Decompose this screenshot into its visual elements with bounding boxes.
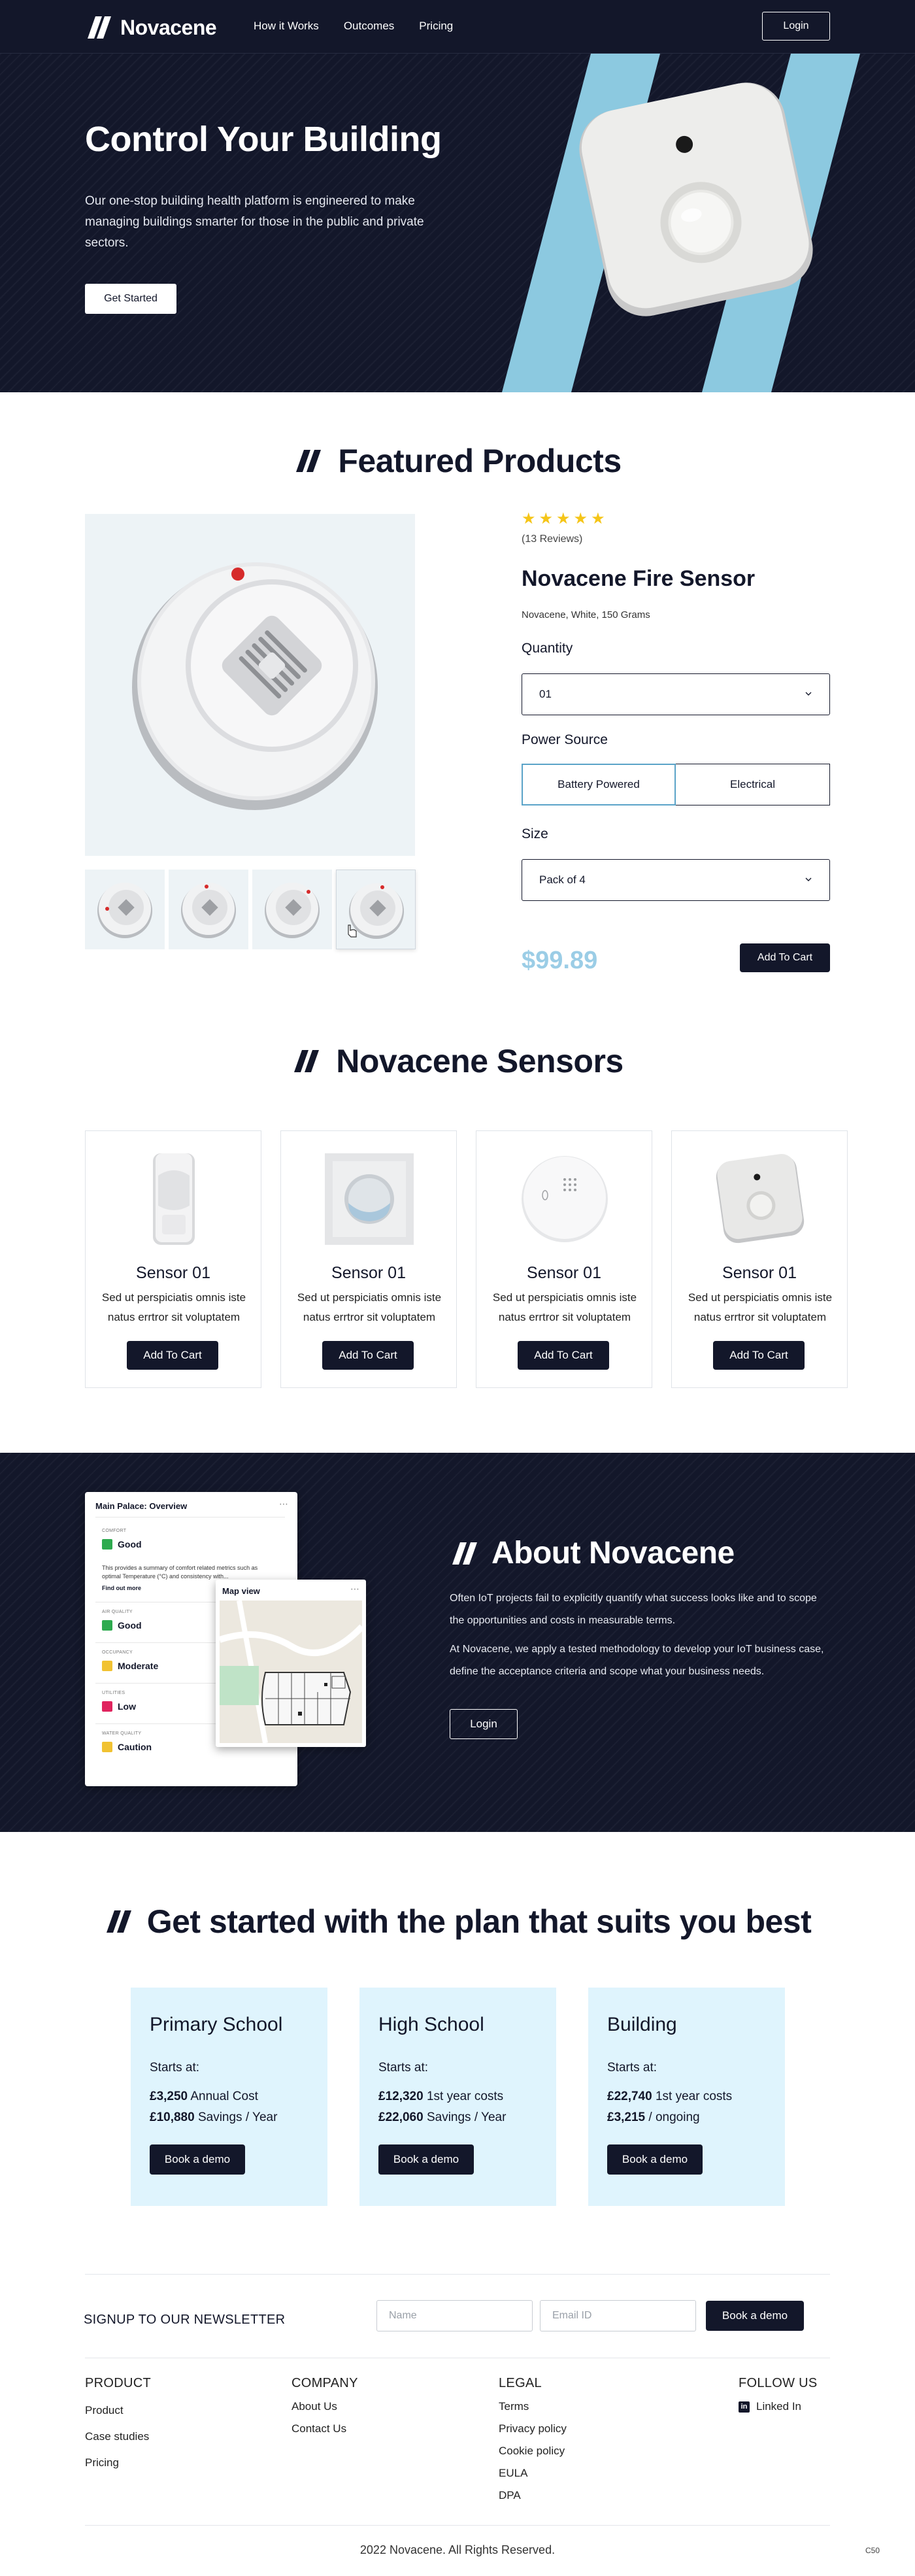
plan-cost-amount: £3,250 [150,2090,188,2103]
metric-value: Moderate [118,1661,159,1671]
sensor-title: Sensor 01 [527,1264,601,1282]
product-name: Novacene Fire Sensor [522,566,756,591]
product-thumbnail-3[interactable] [252,870,332,949]
size-value: Pack of 4 [539,873,586,886]
sensor-card [85,1130,261,1388]
plan-name: Primary School [150,2014,283,2035]
nav-link-outcomes[interactable]: Outcomes [343,20,395,32]
footer-heading-product: PRODUCT [85,2376,151,2390]
sensors-heading [0,1042,915,1080]
sensor-card [280,1130,457,1388]
sensor-description: Sed ut perspiciatis omnis iste natus errtror sit voluptatem [688,1291,833,1323]
plan-card-primary-school [131,1988,327,2206]
plan-savings-text: Savings / Year [194,2110,278,2124]
footer-link-privacy-policy[interactable]: Privacy policy [499,2422,567,2435]
product-meta: Novacene, White, 150 Grams [522,609,650,620]
plan-savings-amount: £22,060 [378,2110,424,2124]
star-icon: ★ [539,510,554,528]
sensor-title: Sensor 01 [331,1264,406,1282]
plans-title: Get started with the plan that suits you best [146,1903,812,1940]
product-thumbnail-2[interactable] [169,870,248,949]
fire-sensor-image [85,514,415,856]
novacene-mark-icon [104,1910,135,1933]
about-paragraph-1: Often IoT projects fail to explicitly quantify what success looks like and to scope the opportunities and costs in measurable terms. [450,1593,817,1626]
size-select[interactable] [522,859,830,901]
footer-link-linkedin[interactable] [739,2400,818,2413]
newsletter-book-demo-button[interactable]: Book a demo [706,2301,804,2331]
power-source-options [522,764,830,805]
dashboard-title: Main Palace: Overview [95,1501,188,1511]
book-demo-button[interactable]: Book a demo [607,2144,703,2175]
ceiling-presence-sensor-icon [324,1149,415,1247]
building-floorplan-map[interactable] [220,1601,362,1743]
metric-utilities[interactable] [102,1701,136,1712]
sensor-add-to-cart-button[interactable]: Add To Cart [713,1341,805,1370]
footer-link-contact-us[interactable]: Contact Us [291,2422,347,2435]
linkedin-label: Linked In [756,2400,801,2413]
chevron-down-icon [805,690,812,698]
about-title: About Novacene [491,1536,735,1570]
sensor-description: Sed ut perspiciatis omnis iste natus errtror sit voluptatem [297,1291,442,1323]
footer-divider [85,2274,830,2275]
footer-col-legal [499,2376,567,2502]
plan-savings-text: / ongoing [645,2110,700,2124]
round-smoke-sensor-icon [519,1149,610,1247]
footer-col-company [291,2376,358,2435]
status-check-icon [102,1539,112,1550]
plan-cost-text: Annual Cost [188,2090,258,2103]
plan-cost-text: 1st year costs [652,2090,733,2103]
nav-links [254,20,453,33]
footer-divider [85,2525,830,2526]
plan-savings-amount: £10,880 [150,2110,195,2124]
footer-link-eula[interactable]: EULA [499,2467,528,2479]
brand-name: Novacene [120,15,217,39]
more-options-icon[interactable]: ⋯ [279,1499,288,1509]
find-out-more-link[interactable]: Find out more [102,1585,141,1591]
metric-label: AIR QUALITY [102,1610,133,1614]
footer-link-case-studies[interactable]: Case studies [85,2430,150,2443]
plan-cost-line [150,2090,258,2104]
sensor-description: Sed ut perspiciatis omnis iste natus errtror sit voluptatem [492,1291,637,1323]
footer-heading-follow: FOLLOW US [739,2376,818,2390]
fire-sensor-thumb-icon [337,870,416,950]
add-to-cart-button[interactable]: Add To Cart [740,943,830,972]
plan-card-building [588,1988,785,2206]
novacene-mark-icon [291,1050,323,1072]
book-demo-button[interactable]: Book a demo [378,2144,474,2175]
star-icon: ★ [573,510,588,528]
about-login-button[interactable]: Login [450,1709,518,1739]
plan-name: Building [607,2014,677,2035]
sensor-card [671,1130,848,1388]
status-warning-icon [102,1661,112,1671]
about-paragraph-2: At Novacene, we apply a tested methodology to develop your IoT business case, define the acceptance criteria and scope what your business needs. [450,1644,824,1677]
top-nav [0,0,915,54]
plan-savings-amount: £3,215 [607,2110,646,2124]
footer-heading-legal: LEGAL [499,2376,542,2390]
plan-cost-amount: £12,320 [378,2090,424,2103]
plan-card-high-school [359,1988,556,2206]
status-check-icon [102,1620,112,1631]
get-started-button[interactable]: Get Started [85,284,176,314]
featured-products-title: Featured Products [338,443,622,479]
footer-col-product [85,2376,151,2469]
linkedin-icon: in [739,2401,750,2413]
metric-value: Good [118,1620,142,1631]
star-icon: ★ [522,510,536,528]
map-view-title: Map view [222,1586,260,1596]
pir-motion-sensor-icon [128,1149,220,1247]
size-label: Size [522,826,548,841]
footer-link-about-us[interactable]: About Us [291,2400,337,2413]
plans-heading [0,1903,915,1940]
plan-savings-text: Savings / Year [423,2110,507,2124]
about-section [0,1453,915,1832]
corner-badge: C50 [865,2546,880,2555]
sensor-add-to-cart-button[interactable]: Add To Cart [322,1341,414,1370]
quantity-label: Quantity [522,641,573,656]
star-icon: ★ [591,510,605,528]
plan-starts-label: Starts at: [378,2061,429,2075]
hero-section [0,54,915,392]
sensors-title: Novacene Sensors [336,1043,624,1079]
plan-savings-line [150,2110,277,2125]
fire-sensor-thumb-icon [85,870,165,949]
metric-value: Good [118,1539,142,1550]
product-price: $99.89 [522,947,598,974]
sensor-description: Sed ut perspiciatis omnis iste natus errtror sit voluptatem [101,1291,246,1323]
plan-cost-line [378,2090,503,2104]
power-option-battery[interactable]: Battery Powered [522,764,676,805]
more-options-icon[interactable]: ⋯ [350,1584,359,1594]
nav-link-pricing[interactable]: Pricing [419,20,454,32]
plan-starts-label: Starts at: [150,2061,200,2075]
hero-title: Control Your Building [85,120,442,159]
brand-logo[interactable] [85,13,216,42]
book-demo-button[interactable]: Book a demo [150,2144,245,2175]
footer-link-cookie-policy[interactable]: Cookie policy [499,2445,565,2457]
product-main-image [85,514,415,856]
newsletter-email-input[interactable] [540,2300,696,2331]
chevron-down-icon [805,875,812,883]
product-thumbnails [85,870,416,949]
sensor-add-to-cart-button[interactable]: Add To Cart [127,1341,218,1370]
map-view-card [216,1580,366,1747]
plan-cost-line [607,2090,732,2104]
hero-description: Our one-stop building health platform is engineered to make managing buildings smarter for those in the public and private sectors. [85,194,424,250]
novacene-logo-icon [85,16,114,39]
footer-heading-company: COMPANY [291,2376,358,2390]
power-source-label: Power Source [522,732,608,747]
metric-value: Caution [118,1742,152,1752]
square-motion-sensor-icon [714,1149,806,1247]
plan-name: High School [378,2014,484,2035]
featured-products-heading [0,442,915,480]
sensor-add-to-cart-button[interactable]: Add To Cart [518,1341,609,1370]
star-icon: ★ [556,510,571,528]
sensor-grid [85,1130,848,1388]
metric-value: Low [118,1701,136,1712]
metric-comfort[interactable] [102,1539,142,1550]
nav-link-how-it-works[interactable]: How it Works [254,20,319,32]
footer-link-terms[interactable]: Terms [499,2400,529,2413]
metric-label: COMFORT [102,1529,127,1533]
about-heading [450,1535,735,1571]
review-count[interactable]: (13 Reviews) [522,534,583,545]
metric-label: UTILITIES [102,1691,125,1695]
fire-sensor-thumb-icon [252,870,332,949]
footer-link-dpa[interactable]: DPA [499,2489,521,2501]
pricing-plans [131,1988,785,2206]
nav-login-button[interactable]: Login [762,12,830,41]
newsletter-name-input[interactable] [376,2300,533,2331]
novacene-mark-icon [450,1542,481,1565]
metric-air-quality[interactable] [102,1620,142,1631]
product-thumbnail-4[interactable] [336,870,416,949]
power-option-electrical[interactable]: Electrical [676,764,830,805]
plan-cost-text: 1st year costs [423,2090,504,2103]
footer-col-follow [739,2376,818,2413]
sensor-title: Sensor 01 [136,1264,210,1282]
plan-savings-line [607,2110,700,2125]
plan-cost-amount: £22,740 [607,2090,652,2103]
product-rating-stars [522,511,605,527]
metric-label: WATER QUALITY [102,1731,142,1736]
sensor-card [476,1130,652,1388]
sensor-title: Sensor 01 [722,1264,797,1282]
quantity-value: 01 [539,688,552,700]
metric-water-quality[interactable] [102,1742,152,1752]
plan-starts-label: Starts at: [607,2061,657,2075]
status-warning-icon [102,1742,112,1752]
fire-sensor-thumb-icon [169,870,248,949]
dashboard-note: This provides a summary of comfort related metrics such as optimal Temperature (°C) and consistency with... [102,1565,258,1580]
quantity-select[interactable] [522,673,830,715]
newsletter-label: SIGNUP TO OUR NEWSLETTER [84,2313,286,2327]
metric-occupancy[interactable] [102,1661,158,1671]
footer-link-pricing[interactable]: Pricing [85,2456,119,2469]
copyright-text: 2022 Novacene. All Rights Reserved. [359,2543,556,2556]
footer-link-product[interactable]: Product [85,2404,124,2416]
novacene-mark-icon [293,450,325,472]
plan-savings-line [378,2110,506,2125]
status-alert-icon [102,1701,112,1712]
product-thumbnail-1[interactable] [85,870,165,949]
metric-label: OCCUPANCY [102,1650,133,1655]
